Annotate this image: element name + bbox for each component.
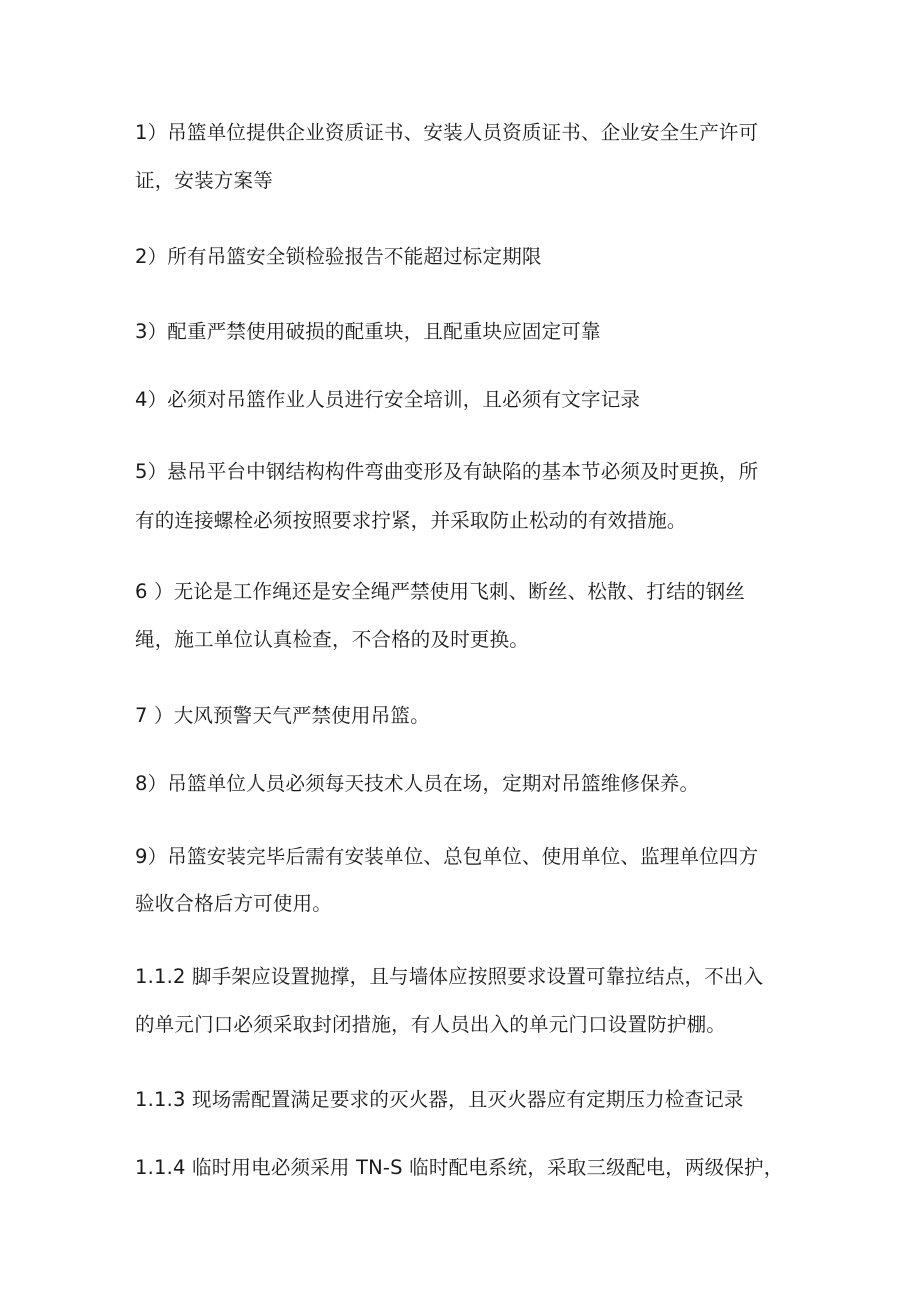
paragraph-line: 2）所有吊篮安全锁检验报告不能超过标定期限 [135, 245, 542, 268]
paragraph-line: 4）必须对吊篮作业人员进行安全培训，且必须有文字记录 [135, 388, 641, 411]
paragraph-line: 1）吊篮单位提供企业资质证书、安装人员资质证书、企业安全生产许可 [135, 121, 759, 144]
paragraph-line: 3）配重严禁使用破损的配重块，且配重块应固定可靠 [135, 320, 601, 343]
paragraph-line: 5）悬吊平台中钢结构构件弯曲变形及有缺陷的基本节必须及时更换，所 [135, 460, 759, 483]
paragraph-line: 6 ）无论是工作绳还是安全绳严禁使用飞刺、断丝、松散、打结的钢丝 [135, 580, 746, 603]
paragraph-line: 1.1.3 现场需配置满足要求的灭火器，且灭火器应有定期压力检查记录 [135, 1088, 744, 1111]
paragraph-line: 的单元门口必须采取封闭措施，有人员出入的单元门口设置防护棚。 [135, 1013, 727, 1036]
paragraph-line: 验收合格后方可使用。 [135, 892, 333, 915]
paragraph-line: 有的连接螺栓必须按照要求拧紧，并采取防止松动的有效措施。 [135, 509, 687, 532]
paragraph-line: 1.1.4 临时用电必须采用 TN-S 临时配电系统，采取三级配电，两级保护， [135, 1156, 784, 1179]
paragraph-line: 1.1.2 脚手架应设置抛撑，且与墙体应按照要求设置可靠拉结点，不出入 [135, 965, 764, 988]
paragraph-line: 绳，施工单位认真检查，不合格的及时更换。 [135, 628, 530, 651]
paragraph-line: 证，安装方案等 [135, 169, 273, 192]
paragraph-line: 8）吊篮单位人员必须每天技术人员在场，定期对吊篮维修保养。 [135, 772, 700, 795]
paragraph-line: 7 ）大风预警天气严禁使用吊篮。 [135, 704, 430, 727]
paragraph-line: 9）吊篮安装完毕后需有安装单位、总包单位、使用单位、监理单位四方 [135, 845, 759, 868]
